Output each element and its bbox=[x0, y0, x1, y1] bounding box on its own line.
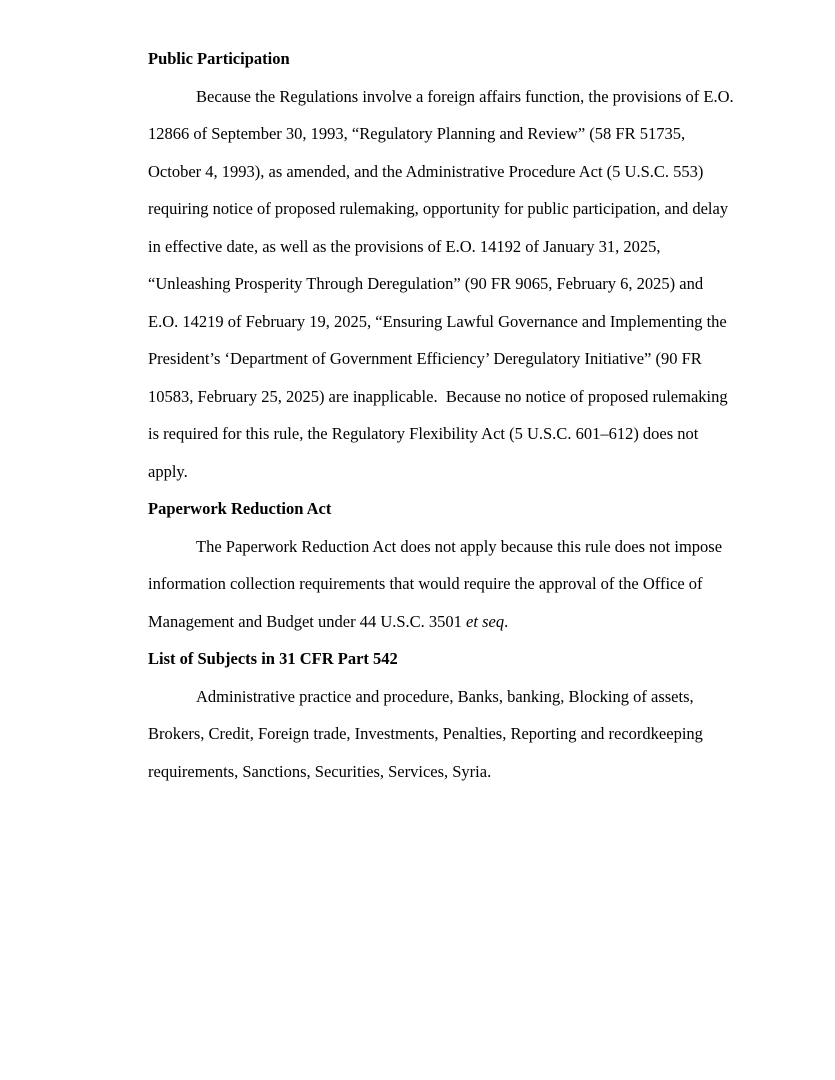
paperwork-paragraph-et-seq: et seq bbox=[466, 611, 505, 631]
paperwork-paragraph-period: . bbox=[504, 611, 509, 631]
paragraph-list-of-subjects: Administrative practice and procedure, Banks, banking, Blocking of assets, Brokers, Credit, Foreign trade, Investments, Penalties, Reporting and recordkeeping requirements, Sanctions, Securities, Services, Syria. bbox=[148, 686, 708, 781]
heading-paperwork-reduction-act: Paperwork Reduction Act bbox=[148, 499, 332, 518]
heading-list-of-subjects: List of Subjects in 31 CFR Part 542 bbox=[148, 649, 398, 668]
paragraph-public-participation: Because the Regulations involve a foreign affairs function, the provisions of E.O. 12866 of September 30, 1993, “Regulatory Planning and Review” (58 FR 51735, October 4, 1993), as amended, and the Administrative Procedure Act (5 U.S.C. 553) requiring notice of proposed rulemaking, opportunity for public participation, and delay in effective date, as well as the provisions of E.O. 14192 of January 31, 2025, “Unleashing Prosperity Through Deregulation” (90 FR 9065, February 6, 2025) and E.O. 14219 of February 19, 2025, “Ensuring Lawful Governance and Implementing the President’s ‘Department of Government Efficiency’ Deregulatory Initiative” (90 FR 10583, February 25, 2025) are inapplicable. Because no notice of proposed rulemaking is required for this rule, the Regulatory Flexibility Act (5 U.S.C. 601–612) does not apply. bbox=[148, 86, 738, 481]
paperwork-paragraph-main-text: The Paperwork Reduction Act does not apply because this rule does not impose information collection requirements that would require the approval of the Office of Management and Budget under 44 U.S.C. 3501 bbox=[148, 536, 727, 631]
document-page bbox=[148, 40, 736, 790]
paragraph-paperwork-reduction-act bbox=[148, 528, 736, 641]
heading-public-participation: Public Participation bbox=[148, 49, 290, 68]
